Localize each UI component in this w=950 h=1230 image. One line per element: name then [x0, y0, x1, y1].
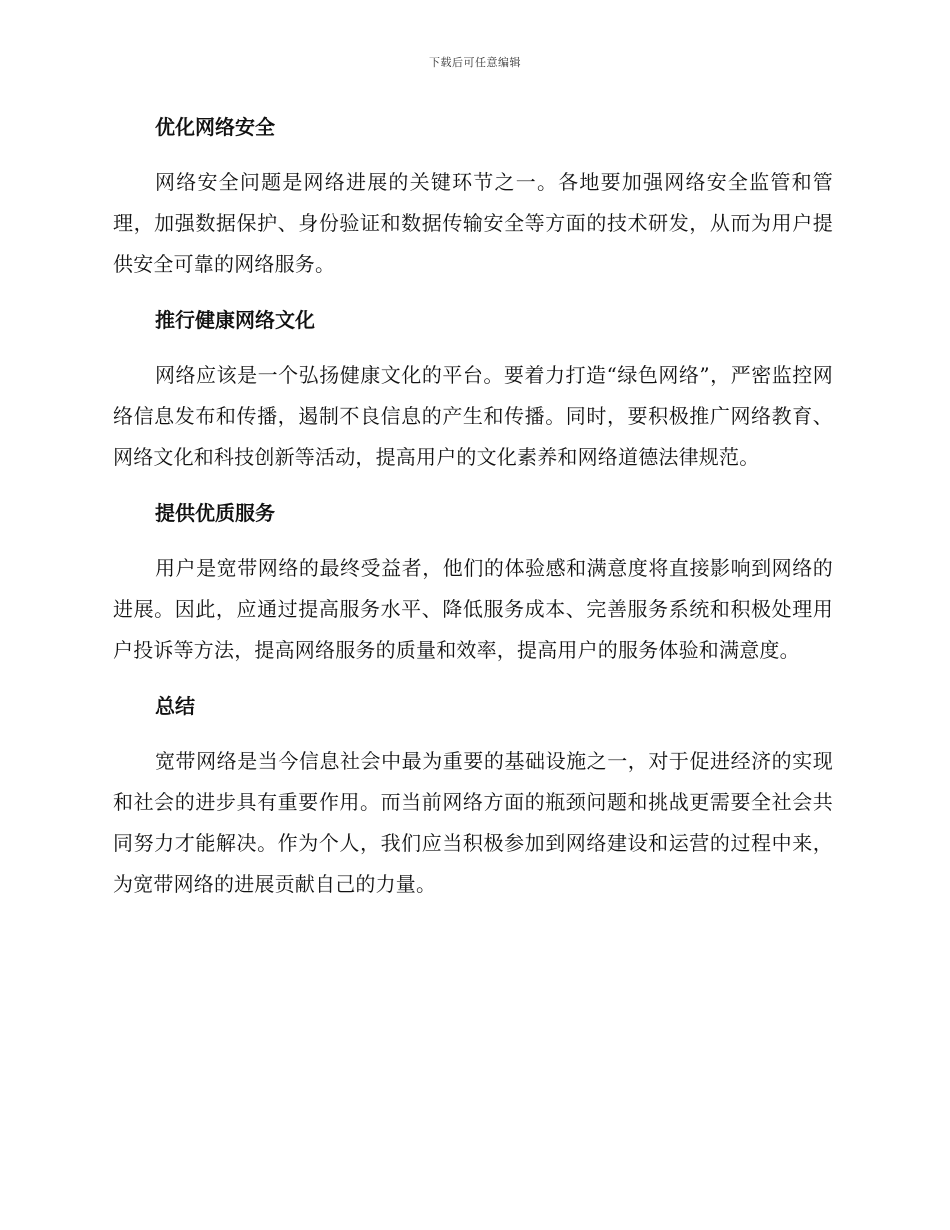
section-heading: 总结 — [155, 694, 195, 718]
document-body — [113, 108, 833, 921]
section-heading: 提供优质服务 — [155, 501, 275, 525]
section-network-security — [113, 108, 833, 285]
section-heading: 优化网络安全 — [155, 115, 275, 139]
section-paragraph: 网络安全问题是网络进展的关键环节之一。各地要加强网络安全监管和管理，加强数据保护、身份验证和数据传输安全等方面的技术研发，从而为用户提供安全可靠的网络服务。 — [113, 170, 833, 276]
section-paragraph: 宽带网络是当今信息社会中最为重要的基础设施之一，对于促进经济的实现和社会的进步具有重要作用。而当前网络方面的瓶颈问题和挑战更需要全社会共同努力才能解决。作为个人，我们应当积极参加到网络建设和运营的过程中来，为宽带网络的进展贡献自己的力量。 — [113, 749, 833, 896]
section-summary — [113, 687, 833, 905]
section-healthy-culture — [113, 301, 833, 478]
page-header: 下载后可任意编辑 — [429, 56, 521, 69]
section-quality-service — [113, 494, 833, 671]
section-heading: 推行健康网络文化 — [155, 308, 315, 332]
section-paragraph: 用户是宽带网络的最终受益者，他们的体验感和满意度将直接影响到网络的进展。因此，应通过提高服务水平、降低服务成本、完善服务系统和积极处理用户投诉等方法，提高网络服务的质量和效率，提高用户的服务体验和满意度。 — [113, 556, 833, 662]
section-paragraph: 网络应该是一个弘扬健康文化的平台。要着力打造“绿色网络”，严密监控网络信息发布和传播，遏制不良信息的产生和传播。同时，要积极推广网络教育、网络文化和科技创新等活动，提高用户的文化素养和网络道德法律规范。 — [113, 363, 833, 469]
